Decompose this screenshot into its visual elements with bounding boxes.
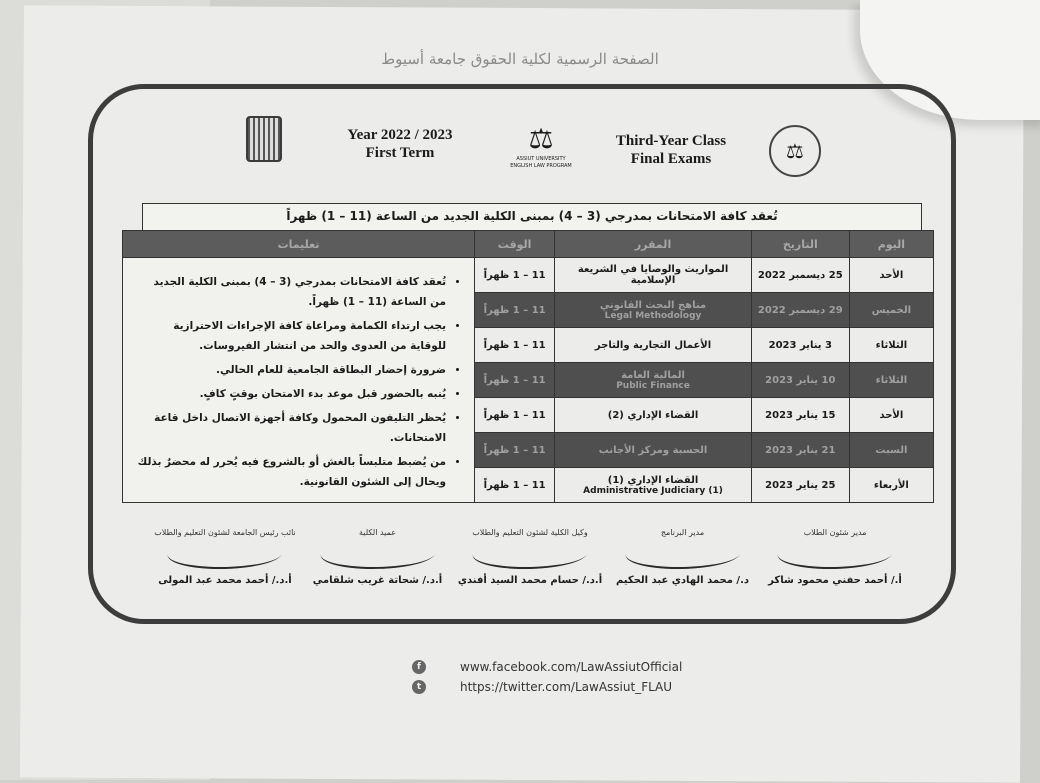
instruction-item: • يُحظر التليفون المحمول وكافة أجهزة الاتصال داخل قاعة الامتحانات.	[137, 408, 446, 448]
class-title: Third-Year Class	[615, 133, 727, 149]
instruction-item: • ضرورة إحضار البطاقة الجامعية للعام الحالي.	[137, 360, 446, 380]
course-english-name: Legal Methodology	[604, 310, 702, 321]
program-logo	[506, 122, 576, 170]
exam-title: Final Exams	[630, 151, 712, 167]
course-cell-text: الحسبة ومركز الأجانب	[598, 444, 708, 456]
signatory-role: مدير البرنامج	[660, 528, 705, 537]
exam-schedule-table	[122, 230, 934, 503]
program-logo-line1: ASSIUT UNIVERSITY	[516, 156, 566, 162]
course-cell	[555, 363, 752, 398]
col-course: المقرر	[555, 231, 752, 258]
date-cell	[751, 258, 849, 293]
exam-notice: تُعقد كافة الامتحانات بمدرجي (3 – 4) بمبنى الكلية الجديد من الساعة (11 – 1) ظهراً	[142, 203, 922, 231]
day-cell	[849, 328, 933, 363]
time-cell-text: 11 – 1 ظهراً	[483, 339, 546, 351]
course-cell	[555, 398, 752, 433]
course-cell-text: مناهج البحث القانوني	[599, 299, 707, 311]
course-english-name: Public Finance	[616, 380, 690, 391]
course-cell	[555, 433, 752, 468]
twitter-url: https://twitter.com/LawAssiut_FLAU	[460, 680, 673, 694]
time-cell-text: 11 – 1 ظهراً	[483, 444, 546, 456]
course-cell-text: الأعمال التجارية والتاجر	[594, 339, 712, 351]
time-cell	[475, 293, 555, 328]
class-title-block	[596, 132, 746, 168]
date-cell	[751, 328, 849, 363]
date-cell-text: 15 يناير 2023	[765, 409, 836, 421]
course-cell-text: المالية العامة	[621, 369, 685, 381]
signature-block	[455, 528, 605, 598]
table-row	[123, 258, 934, 293]
day-cell-text: الثلاثاء	[875, 339, 908, 351]
day-cell-text: الأحد	[879, 409, 904, 421]
signatory-role: عميد الكلية	[359, 528, 396, 537]
facebook-link[interactable]	[412, 657, 712, 677]
course-cell	[555, 468, 752, 503]
course-cell	[555, 328, 752, 363]
signature-row	[150, 528, 910, 598]
handwritten-signature	[773, 539, 898, 569]
signatory-name: أ.د./ شحاتة غريب شلقامي	[312, 575, 443, 586]
instruction-item: • يُنبه بالحضور قبل موعد بدء الامتحان بوقتٍ كافٍ.	[137, 384, 446, 404]
day-cell-text: الثلاثاء	[875, 374, 908, 386]
signatory-name: د./ محمد الهادي عبد الحكيم	[615, 575, 750, 586]
table-header-row	[123, 231, 934, 258]
date-cell-text: 3 يناير 2023	[768, 339, 832, 351]
day-cell-text: الخميس	[871, 304, 912, 316]
signatory-role: وكيل الكلية لشئون التعليم والطلاب	[472, 528, 588, 537]
year-term-block	[330, 126, 470, 162]
instruction-item: • من يُضبط متلبساً بالغش أو بالشروع فيه يُحرر له محضرٌ بذلك ويحال إلى الشئون القانونية.	[137, 452, 446, 492]
date-cell	[751, 433, 849, 468]
course-english-name: Administrative Judiciary (1)	[583, 485, 723, 496]
page-header: الصفحة الرسمية لكلية الحقوق جامعة أسيوط	[381, 50, 659, 68]
course-cell-text: المواريث والوصايا في الشريعة الإسلامية	[577, 264, 729, 286]
course-cell-text: القضاء الإداري (1)	[607, 474, 699, 486]
university-logo-left	[246, 116, 282, 162]
date-cell	[751, 363, 849, 398]
col-time: الوقت	[475, 231, 555, 258]
course-cell	[555, 258, 752, 293]
term: First Term	[365, 145, 435, 161]
col-day: اليوم	[849, 231, 933, 258]
twitter-link[interactable]	[412, 677, 712, 697]
instructions-cell	[123, 258, 475, 503]
academic-year: Year 2022 / 2023	[347, 127, 453, 143]
signature-block	[760, 528, 910, 598]
day-cell	[849, 293, 933, 328]
program-logo-line2: ENGLISH LAW PROGRAM	[510, 163, 572, 169]
signatory-name: أ.د./ حسام محمد السيد أفندي	[457, 575, 603, 586]
handwritten-signature	[163, 539, 288, 569]
time-cell	[475, 433, 555, 468]
date-cell-text: 21 يناير 2023	[765, 444, 836, 456]
time-cell	[475, 398, 555, 433]
schedule-table-wrap	[122, 230, 934, 510]
date-cell-text: 25 يناير 2023	[765, 479, 836, 491]
day-cell	[849, 433, 933, 468]
time-cell	[475, 363, 555, 398]
facebook-icon: f	[412, 660, 426, 674]
col-date: التاريخ	[751, 231, 849, 258]
date-cell	[751, 398, 849, 433]
date-cell	[751, 293, 849, 328]
time-cell	[475, 258, 555, 293]
signature-block	[303, 528, 453, 598]
day-cell	[849, 258, 933, 293]
course-cell	[555, 293, 752, 328]
signature-block	[608, 528, 758, 598]
col-notes: تعليمات	[123, 231, 475, 258]
signatory-role: مدير شئون الطلاب	[803, 528, 867, 537]
time-cell	[475, 328, 555, 363]
day-cell	[849, 363, 933, 398]
day-cell	[849, 398, 933, 433]
faculty-seal-icon: ⚖	[769, 125, 821, 177]
time-cell-text: 11 – 1 ظهراً	[483, 269, 546, 281]
twitter-icon: t	[412, 680, 426, 694]
day-cell-text: الأحد	[879, 269, 904, 281]
scales-icon: ⚖	[528, 122, 554, 155]
time-cell-text: 11 – 1 ظهراً	[483, 409, 546, 421]
date-cell-text: 29 ديسمبر 2022	[757, 304, 843, 316]
date-cell-text: 10 يناير 2023	[765, 374, 836, 386]
handwritten-signature	[315, 539, 440, 569]
time-cell-text: 11 – 1 ظهراً	[483, 374, 546, 386]
signatory-role: نائب رئيس الجامعة لشئون التعليم والطلاب	[154, 528, 296, 537]
signature-block	[150, 528, 300, 598]
signatory-name: أ.د./ أحمد محمد عبد المولى	[158, 575, 292, 586]
day-cell	[849, 468, 933, 503]
time-cell-text: 11 – 1 ظهراً	[483, 479, 546, 491]
course-cell-text: القضاء الإداري (2)	[607, 409, 699, 421]
instruction-item: • يجب ارتداء الكمامة ومراعاة كافة الإجراءات الاحترازية للوقاية من العدوى والحد من انتشار الفيروسات.	[137, 316, 446, 356]
time-cell-text: 11 – 1 ظهراً	[483, 304, 546, 316]
handwritten-signature	[468, 539, 593, 569]
day-cell-text: الأربعاء	[873, 479, 909, 491]
day-cell-text: السبت	[875, 444, 908, 456]
facebook-url: www.facebook.com/LawAssiutOfficial	[460, 660, 683, 674]
signatory-name: أ./ أحمد حفني محمود شاكر	[768, 575, 902, 586]
instructions-list	[137, 272, 462, 492]
date-cell	[751, 468, 849, 503]
handwritten-signature	[620, 539, 745, 569]
time-cell	[475, 468, 555, 503]
instruction-item: • تُعقد كافة الامتحانات بمدرجي (3 – 4) بمبنى الكلية الجديد من الساعة (11 – 1) ظهراً.	[137, 272, 446, 312]
date-cell-text: 25 ديسمبر 2022	[757, 269, 843, 281]
